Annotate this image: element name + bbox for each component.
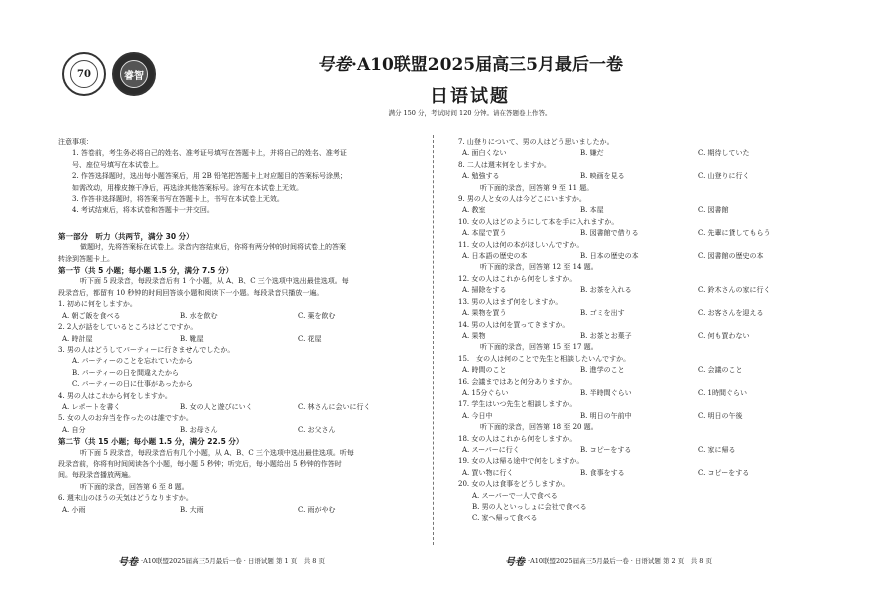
listening-note: 听下面的录音，回答第 12 至 14 题。 <box>480 263 598 272</box>
seal-text: 70 <box>70 60 98 88</box>
option-b: B. お茶とお菓子 <box>580 331 632 340</box>
question-text: 18. 女の人はこれから何をしますか。 <box>458 434 577 443</box>
option-a: A. スーパーで一人で食べる <box>472 491 558 500</box>
option-a: A. 自分 <box>62 425 86 434</box>
option-a: A. 時間のこと <box>462 366 507 375</box>
left-column <box>58 137 420 516</box>
option-c: C. 図書館 <box>698 206 729 215</box>
question-options <box>58 425 420 436</box>
option-c: C. 鈴木さんの家に行く <box>698 286 771 295</box>
part1-title: 第一部分 听力（共两节，满分 30 分） <box>58 231 194 241</box>
option-a: A. レポートを書く <box>62 402 121 411</box>
seal-text-2: 睿智 <box>120 60 148 88</box>
question-options <box>458 205 798 216</box>
question-text: 7. 山登りについて、男の人はどう思いましたか。 <box>458 138 614 146</box>
option-c: C. 雨がやむ <box>298 505 336 514</box>
q6-8-note: 听下面的录音，回答第 6 至 8 题。 <box>80 482 189 491</box>
notice-line: 2. 作答选择题时，选出每小题答案后，用 2B 铅笔把答题卡上对应题目的答案标号涂黑； <box>72 172 347 181</box>
question-text: 2. 2人が話をしているところはどこですか。 <box>58 323 198 332</box>
question-text: 1. 初めに何をしますか。 <box>58 300 137 309</box>
listening-note: 听下面的录音，回答第 18 至 20 题。 <box>480 423 598 432</box>
option-c: C. 明日の午後 <box>698 411 743 420</box>
option-c: C. パーティーの日に仕事があったから <box>72 380 193 389</box>
question-options <box>458 251 798 262</box>
footer-text: ·A10联盟2025届高三5月最后一卷 · 日语试题 第 1 页 共 8 页 <box>141 557 326 565</box>
left-questions <box>58 299 420 436</box>
option-b: B. 日本の歴史の本 <box>580 252 639 261</box>
option-b: B. 男の人といっしょに会社で食べる <box>472 503 587 511</box>
question-text: 8. 二人は週末何をしますか。 <box>458 160 551 169</box>
notice-line: 4. 考试结束后，将本试卷和答题卡一并交回。 <box>72 206 214 215</box>
question-options <box>458 171 798 182</box>
option-b: B. 女の人と遊びにいく <box>180 402 253 411</box>
option-a: A. 果物 <box>462 331 486 340</box>
logos <box>62 52 156 96</box>
question-6-options <box>58 505 420 516</box>
notice-line: 号、座位号填写在本试卷上。 <box>72 160 163 169</box>
section2-intro-3: 间。每段录音播放两遍。 <box>58 471 135 480</box>
option-c: C. 林さんに会いに行く <box>298 402 371 411</box>
option-b: B. 大雨 <box>180 505 204 514</box>
listening-note: 听下面的录音，回答第 15 至 17 题。 <box>480 343 598 352</box>
section2-title: 第二节（共 15 小题；每小题 1.5 分，满分 22.5 分） <box>58 437 244 447</box>
brand-seal-logo <box>112 52 156 96</box>
section1-intro-1: 听下面 5 段录音，每段录音后有 1 个小题，从 A、B、C 三个选项中选出最佳选项。每 <box>80 277 349 286</box>
column-divider <box>433 135 434 545</box>
option-c: C. 山登りに行く <box>698 172 750 181</box>
section1-title: 第一节（共 5 小题；每小题 1.5 分，满分 7.5 分） <box>58 266 233 276</box>
option-a: A. 本屋で買う <box>462 229 507 238</box>
title-text: ·A10联盟2025届高三5月最后一卷 <box>351 55 623 75</box>
option-c: C. お父さん <box>298 425 336 434</box>
question-text: 17. 学生はいつ先生と相談しますか。 <box>458 400 577 409</box>
option-b: B. 映画を見る <box>580 172 625 181</box>
question-options <box>58 334 420 345</box>
option-c: C. 図書館の歴史の本 <box>698 252 764 261</box>
question-text: 10. 女の人はどのようにして本を手に入れますか。 <box>458 217 619 226</box>
option-c: C. 1時間ぐらい <box>698 388 748 397</box>
question-options <box>458 308 798 319</box>
option-c: C. 家に帰る <box>698 445 736 454</box>
option-a: A. 買い物に行く <box>462 468 514 477</box>
option-c: C. コピーをする <box>698 468 750 477</box>
footer-brand: 号卷 <box>118 557 138 568</box>
section1-intro-2: 段录音后，都留有 10 秒钟的时间回答该小题和阅读下一小题。每段录音只播放一遍。 <box>58 288 324 297</box>
notice-line: 如需改动，用橡皮擦干净后，再选涂其他答案标号。涂写在本试卷上无效。 <box>72 183 303 192</box>
option-a: A. 面白くない <box>462 149 507 158</box>
question-text: 13. 男の人はまず何をしますか。 <box>458 297 563 306</box>
footer-text: ·A10联盟2025届高三5月最后一卷 · 日语试题 第 2 页 共 8 页 <box>528 557 713 565</box>
question-options <box>58 311 420 322</box>
option-c: C. 家へ帰って食べる <box>472 514 538 523</box>
option-a: A. 朝ご飯を食べる <box>62 311 121 320</box>
question-text: 15. 女の人は何のことで先生と相談したいんですか。 <box>458 354 631 363</box>
question-options <box>458 285 798 296</box>
question-options <box>458 445 798 456</box>
question-text: 9. 男の人と女の人は今どこにいますか。 <box>458 195 586 204</box>
question-text: 4. 男の人はこれから何をしますか。 <box>58 391 172 400</box>
question-text: 12. 女の人はこれから何をしますか。 <box>458 274 577 283</box>
question-text: 11. 女の人は何の本がほしいんですか。 <box>458 240 584 249</box>
right-questions <box>458 137 798 525</box>
option-b: B. コピーをする <box>580 445 632 454</box>
option-c: C. お客さんを迎える <box>698 309 764 318</box>
option-b: B. 進学のこと <box>580 366 625 375</box>
question-6: 6. 週末山のほうの天気はどうなりますか。 <box>58 494 193 503</box>
option-b: B. パーティーの日を間違えたから <box>72 368 180 377</box>
footer-brand: 号卷 <box>505 557 525 568</box>
notice-line: 3. 作答非选择题时，将答案书写在答题卡上，书写在本试卷上无效。 <box>72 195 284 204</box>
notice-line: 1. 答卷前，考生务必将自己的姓名、准考证号填写在答题卡上，并将自己的姓名、准考证 <box>72 149 347 158</box>
option-b: B. 嫌だ <box>580 149 604 158</box>
option-b: B. 水を飲む <box>180 311 218 320</box>
question-text: 3. 男の人はどうしてパーティーに行きませんでしたか。 <box>58 345 235 354</box>
exam-info: 满分 150 分，考试时间 120 分钟。请在答题卷上作答。 <box>388 109 552 117</box>
option-c: C. 何も買わない <box>698 331 750 340</box>
option-a: A. 時計屋 <box>62 334 93 343</box>
question-text: 20. 女の人は食事をどうしますか。 <box>458 480 570 489</box>
notice-lines <box>58 148 420 216</box>
question-text: 5. 女の人のお弁当を作ったのは誰ですか。 <box>58 414 193 423</box>
option-a: A. 掃除をする <box>462 286 507 295</box>
brand-mark: 号卷 <box>317 55 352 75</box>
option-a: A. 15分ぐらい <box>462 388 509 397</box>
option-b: B. 明日の午前中 <box>580 411 632 420</box>
notice-block <box>58 137 420 217</box>
option-a: A. 小雨 <box>62 505 86 514</box>
question-options <box>458 388 798 399</box>
option-a: A. 教室 <box>462 206 486 215</box>
question-text: 16. 会議まではあと何分ありますか。 <box>458 377 577 386</box>
option-c: C. 花屋 <box>298 334 322 343</box>
question-options <box>458 411 798 422</box>
option-b: B. 図書館で借りる <box>580 229 639 238</box>
part1-intro-1: 做题时，先将答案标在试卷上。录音内容结束后，你将有两分钟的时间将试卷上的答案 <box>80 243 346 252</box>
option-b: B. お茶を入れる <box>580 286 632 295</box>
footer-left <box>118 553 325 568</box>
right-column <box>458 137 798 525</box>
option-a: A. 果物を買う <box>462 309 507 318</box>
part1-intro-2: 转涂到答题卡上。 <box>58 254 114 263</box>
listening-note: 听下面的录音，回答第 9 至 11 题。 <box>480 183 594 192</box>
question-text: 19. 女の人は帰る途中で何をしますか。 <box>458 457 584 466</box>
question-options <box>458 365 798 376</box>
footer-right <box>505 553 712 568</box>
option-c: C. 薬を飲む <box>298 311 336 320</box>
question-options <box>458 228 798 239</box>
section2-intro-2: 段录音前，你将有时间阅读各个小题，每小题 5 秒钟；听完后，每小题给出 5 秒钟的作答时 <box>58 459 342 468</box>
option-b: B. 本屋 <box>580 206 604 215</box>
option-b: B. ゴミを出す <box>580 309 625 318</box>
option-c: C. 期待していた <box>698 149 750 158</box>
option-b: B. 半時間ぐらい <box>580 388 632 397</box>
option-b: B. 靴屋 <box>180 334 204 343</box>
question-options <box>458 331 798 342</box>
option-b: B. お母さん <box>180 425 218 434</box>
question-options <box>58 402 420 413</box>
option-c: C. 会議のこと <box>698 366 743 375</box>
question-options <box>458 148 798 159</box>
option-c: C. 先輩に貸してもらう <box>698 229 771 238</box>
subject-title: 日语试题 <box>430 86 510 107</box>
option-a: A. 日本語の歴史の本 <box>462 252 528 261</box>
notice-heading: 注意事项： <box>58 138 93 146</box>
question-text: 14. 男の人は何を買ってきますか。 <box>458 320 570 329</box>
option-a: A. 今日中 <box>462 411 493 420</box>
school-seal-logo <box>62 52 106 96</box>
option-a: A. スーパーに行く <box>462 445 520 454</box>
option-b: B. 食事をする <box>580 468 625 477</box>
option-a: A. パーティーのことを忘れていたから <box>72 357 193 366</box>
option-a: A. 勉強する <box>462 172 500 181</box>
question-options <box>458 468 798 479</box>
section2-intro-1: 听下面 5 段录音，每段录音后有几个小题，从 A、B、C 三个选项中选出最佳选项。听每 <box>80 448 354 457</box>
exam-title <box>270 50 670 75</box>
